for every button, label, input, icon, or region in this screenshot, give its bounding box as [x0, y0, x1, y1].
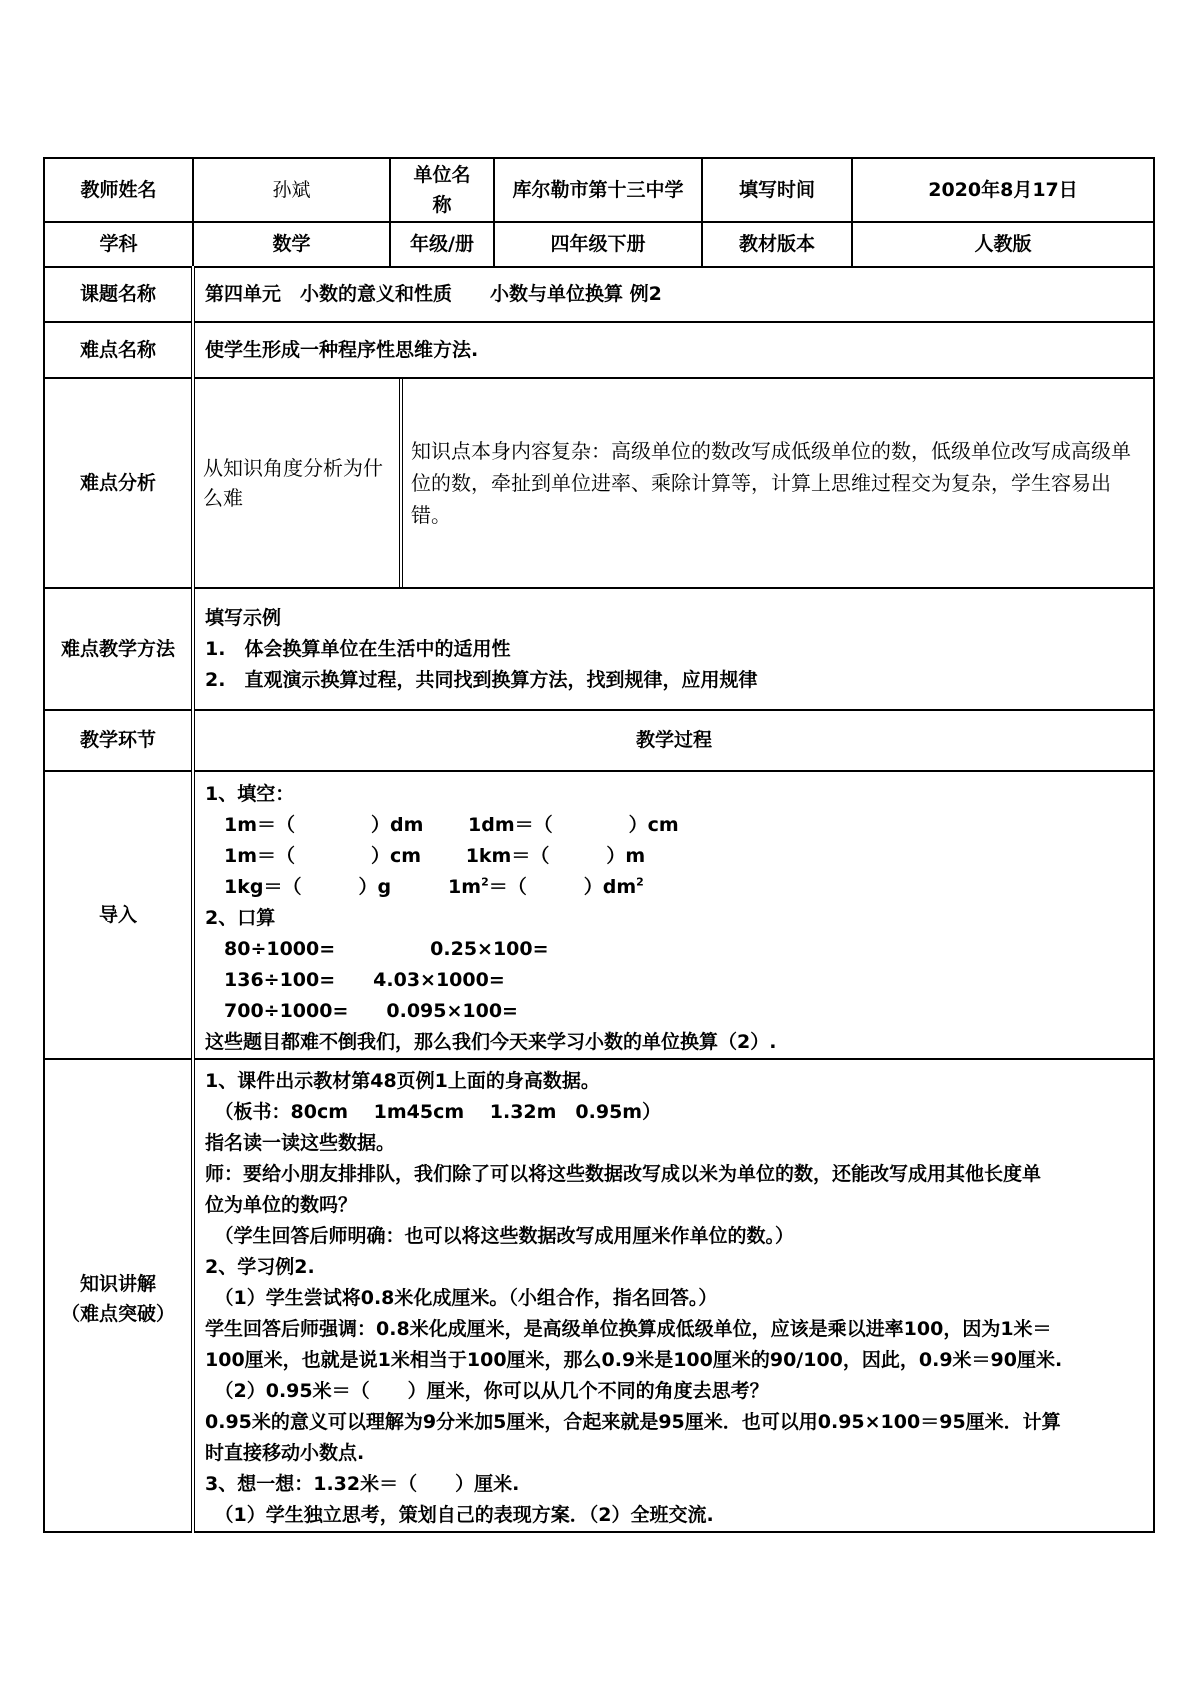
- squared-exponent: 2: [636, 875, 644, 889]
- subject-label: 学科: [44, 222, 193, 267]
- knowledge-label-line: 知识讲解: [79, 1272, 156, 1295]
- unit-name-value: 库尔勒市第十三中学: [494, 158, 702, 222]
- intro-line: 1、填空：: [205, 782, 295, 805]
- knowledge-row: [44, 1059, 1154, 1532]
- knowledge-line: 学生回答后师强调：0.8米化成厘米，是高级单位换算成低级单位，应该是乘以进率100，因为1米＝: [205, 1318, 1052, 1340]
- method-row: [44, 588, 1154, 710]
- knowledge-line: （2）0.95米＝（ ）厘米，你可以从几个不同的角度去思考？: [205, 1380, 769, 1402]
- intro-line-squared-tail: ＝（ ）dm: [488, 875, 637, 898]
- intro-row: [44, 771, 1154, 1059]
- knowledge-label: [44, 1059, 193, 1532]
- teacher-name-label: 教师姓名: [44, 158, 193, 222]
- teacher-name-value: 孙斌: [193, 158, 390, 222]
- intro-line: 1m＝（ ）dm 1dm＝（ ）cm: [205, 813, 679, 836]
- intro-line: 700÷1000= 0.095×100=: [205, 999, 518, 1022]
- knowledge-line: 位为单位的数吗？: [205, 1194, 358, 1216]
- process-header-value: 教学过程: [193, 710, 1154, 771]
- edition-value: 人教版: [852, 222, 1154, 267]
- header-row-1: [44, 158, 1154, 222]
- squared-exponent: 2: [481, 875, 489, 889]
- intro-line-squared-head: 1kg＝（ ）g 1m: [205, 875, 482, 898]
- header-row-2: [44, 222, 1154, 267]
- knowledge-line: （学生回答后师明确：也可以将这些数据改写成用厘米作单位的数。）: [205, 1225, 795, 1247]
- process-header-row: [44, 710, 1154, 771]
- unit-name-label: 单位名称: [390, 158, 494, 222]
- topic-value: 第四单元 小数的意义和性质 小数与单位换算 例2: [193, 267, 1154, 322]
- knowledge-line: （1）学生尝试将0.8米化成厘米。（小组合作，指名回答。）: [205, 1287, 718, 1309]
- knowledge-line: 时直接移动小数点.: [205, 1442, 365, 1464]
- knowledge-line: 1、课件出示教材第48页例1上面的身高数据。: [205, 1070, 600, 1092]
- grade-value: 四年级下册: [494, 222, 702, 267]
- grade-label: 年级/册: [390, 222, 494, 267]
- analysis-cell: [193, 378, 1154, 588]
- method-label: 难点教学方法: [44, 588, 193, 710]
- intro-line: 80÷1000= 0.25×100=: [205, 937, 549, 960]
- analysis-content: 知识点本身内容复杂：高级单位的数改写成低级单位的数，低级单位改写成高级单位的数，牵扯到单位进率、乘除计算等，计算上思维过程交为复杂，学生容易出错。: [411, 439, 1131, 527]
- lesson-plan-table: [43, 157, 1155, 1533]
- intro-line-squared: [205, 872, 1143, 903]
- lesson-plan-page: [43, 157, 1153, 1533]
- intro-line: 1m＝（ ）cm 1km＝（ ）m: [205, 844, 646, 867]
- difficulty-value: 使学生形成一种程序性思维方法.: [193, 322, 1154, 378]
- topic-label: 课题名称: [44, 267, 193, 322]
- intro-line: 这些题目都难不倒我们，那么我们今天来学习小数的单位换算（2）.: [205, 1030, 777, 1053]
- date-value: 2020年8月17日: [852, 158, 1154, 222]
- knowledge-line: 师：要给小朋友排排队，我们除了可以将这些数据改写成以米为单位的数，还能改写成用其他长度单: [205, 1163, 1042, 1185]
- knowledge-line: 2、学习例2.: [205, 1256, 315, 1278]
- edition-label: 教材版本: [702, 222, 852, 267]
- method-line: 1. 体会换算单位在生活中的适用性: [205, 637, 511, 660]
- knowledge-line: （1）学生独立思考，策划自己的表现方案．（2）全班交流.: [205, 1504, 714, 1526]
- method-content: [193, 588, 1154, 710]
- knowledge-line: 100厘米，也就是说1米相当于100厘米，那么0.9米是100厘米的90/100，因此，0.9米＝90厘米.: [205, 1349, 1063, 1371]
- knowledge-label-line: （难点突破）: [60, 1302, 175, 1325]
- knowledge-content: [193, 1059, 1154, 1532]
- intro-content: [193, 771, 1154, 1059]
- intro-label: 导入: [44, 771, 193, 1059]
- difficulty-label: 难点名称: [44, 322, 193, 378]
- knowledge-line: 3、想一想：1.32米＝（ ）厘米.: [205, 1473, 520, 1495]
- date-label: 填写时间: [702, 158, 852, 222]
- knowledge-line: 0.95米的意义可以理解为9分米加5厘米，合起来就是95厘米．也可以用0.95×100＝95厘米．计算: [205, 1411, 1061, 1433]
- intro-line: 136÷100= 4.03×1000=: [205, 968, 505, 991]
- analysis-label: 难点分析: [44, 378, 193, 588]
- intro-line: 2、口算: [205, 906, 276, 929]
- analysis-row: [44, 378, 1154, 588]
- knowledge-line: （板书：80cm 1m45cm 1.32m 0.95m）: [205, 1101, 662, 1123]
- process-section-label: 教学环节: [44, 710, 193, 771]
- topic-row: [44, 267, 1154, 322]
- method-line: 填写示例: [205, 606, 282, 629]
- analysis-sub-label: 从知识角度分析为什么难: [195, 379, 403, 587]
- knowledge-line: 指名读一读这些数据。: [205, 1132, 396, 1154]
- subject-value: 数学: [193, 222, 390, 267]
- difficulty-row: [44, 322, 1154, 378]
- method-line: 2. 直观演示换算过程，共同找到换算方法，找到规律，应用规律: [205, 668, 758, 691]
